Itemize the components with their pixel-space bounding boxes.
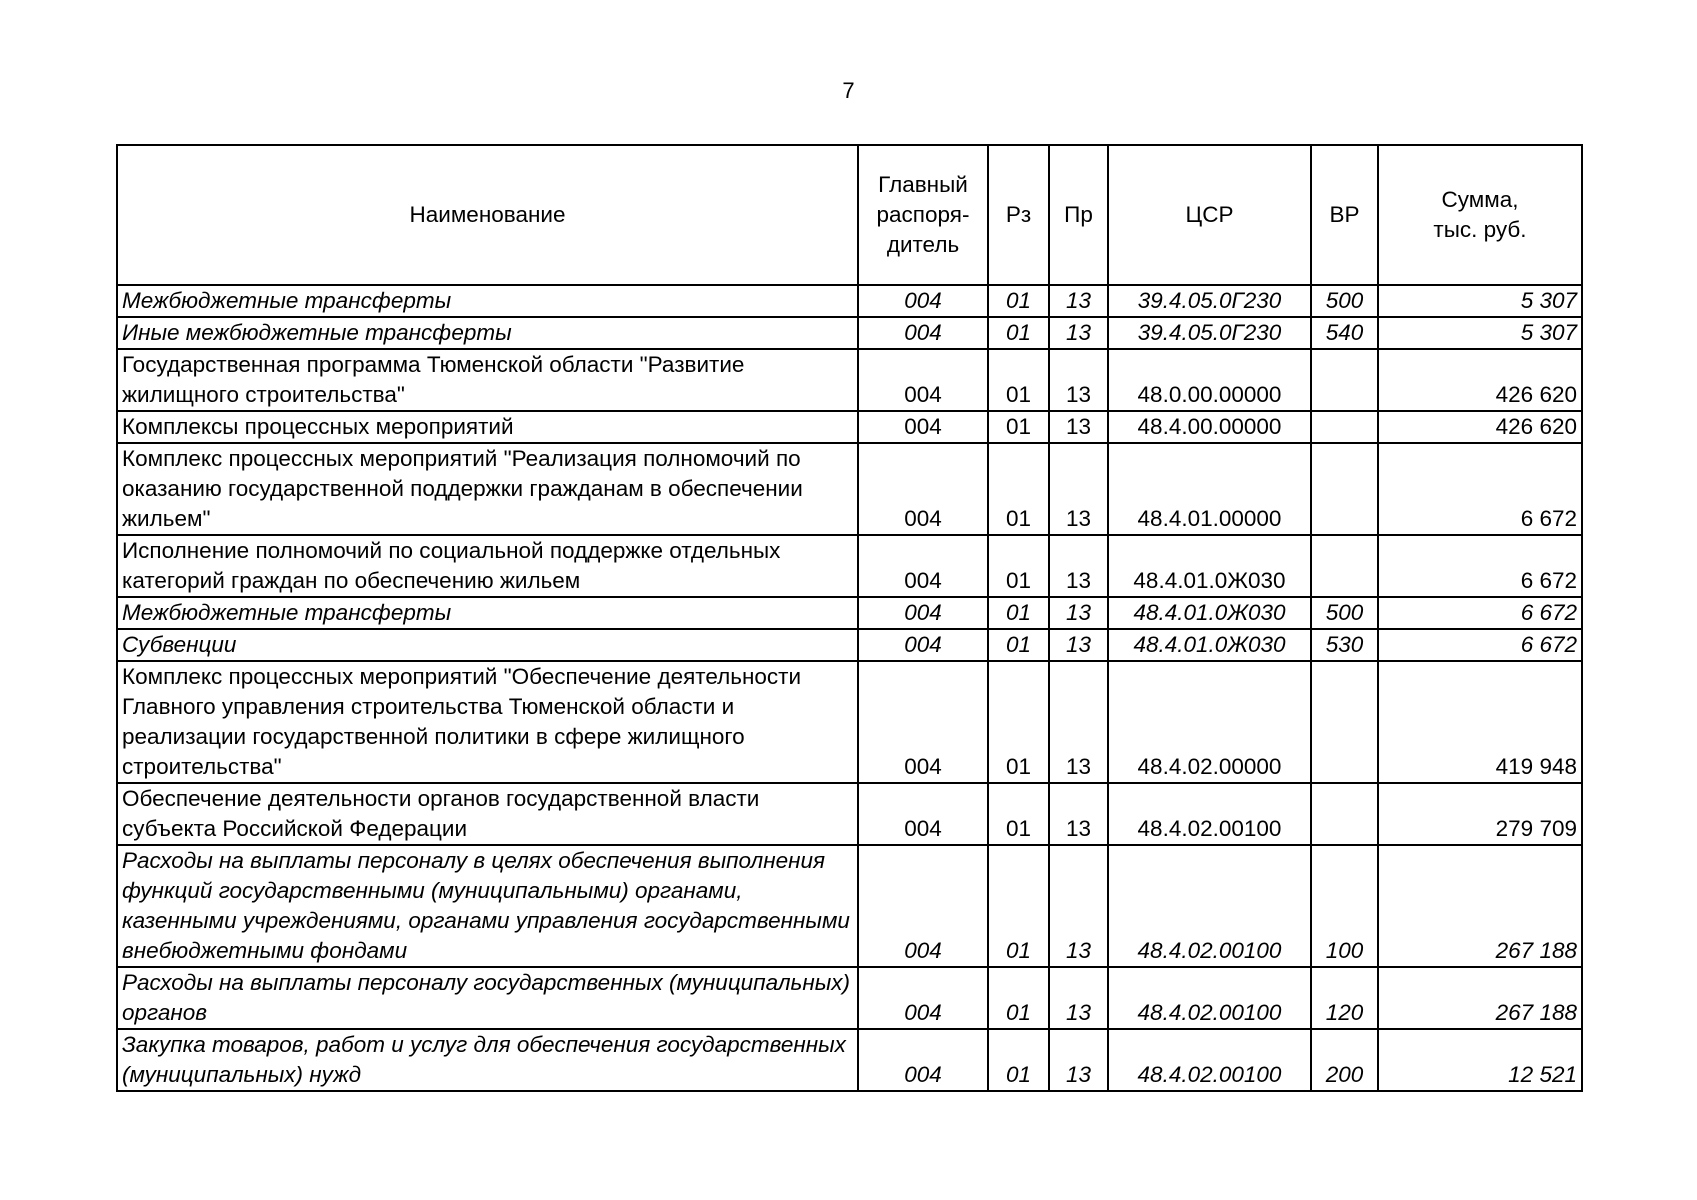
cell-target-article: 48.4.00.00000 <box>1108 411 1311 443</box>
cell-subsection: 13 <box>1049 629 1108 661</box>
cell-subsection: 13 <box>1049 597 1108 629</box>
cell-target-article: 48.4.01.00000 <box>1108 443 1311 535</box>
cell-main-administrator: 004 <box>858 661 988 783</box>
cell-sum: 267 188 <box>1378 845 1582 967</box>
header-target-article: ЦСР <box>1108 145 1311 285</box>
cell-expense-type: 500 <box>1311 285 1378 317</box>
cell-subsection: 13 <box>1049 1029 1108 1091</box>
cell-subsection: 13 <box>1049 783 1108 845</box>
cell-sum: 12 521 <box>1378 1029 1582 1091</box>
cell-target-article: 48.4.01.0Ж030 <box>1108 629 1311 661</box>
header-main-administrator: Главный распоря- дитель <box>858 145 988 285</box>
cell-expense-type: 120 <box>1311 967 1378 1029</box>
cell-target-article: 48.4.01.0Ж030 <box>1108 597 1311 629</box>
cell-subsection: 13 <box>1049 317 1108 349</box>
header-expense-type: ВР <box>1311 145 1378 285</box>
table-row <box>117 661 1582 783</box>
cell-name: Государственная программа Тюменской области "Развитие жилищного строительства" <box>117 349 858 411</box>
table-row <box>117 285 1582 317</box>
cell-section: 01 <box>988 535 1049 597</box>
cell-name: Закупка товаров, работ и услуг для обеспечения государственных (муниципальных) нужд <box>117 1029 858 1091</box>
cell-expense-type: 540 <box>1311 317 1378 349</box>
cell-section: 01 <box>988 629 1049 661</box>
cell-name: Субвенции <box>117 629 858 661</box>
table-row <box>117 1029 1582 1091</box>
cell-subsection: 13 <box>1049 661 1108 783</box>
cell-target-article: 48.0.00.00000 <box>1108 349 1311 411</box>
table-row <box>117 967 1582 1029</box>
cell-sum: 279 709 <box>1378 783 1582 845</box>
cell-section: 01 <box>988 1029 1049 1091</box>
page-number: 7 <box>842 78 855 103</box>
cell-main-administrator: 004 <box>858 443 988 535</box>
cell-name: Расходы на выплаты персоналу в целях обеспечения выполнения функций государственными (муниципальными) органами, казенными учреждениями, органами управления государственными внебюджетными фондами <box>117 845 858 967</box>
cell-name: Комплекс процессных мероприятий "Реализация полномочий по оказанию государственной поддержки гражданам в обеспечении жильем" <box>117 443 858 535</box>
table-row <box>117 597 1582 629</box>
cell-name: Межбюджетные трансферты <box>117 285 858 317</box>
cell-main-administrator: 004 <box>858 629 988 661</box>
cell-name: Межбюджетные трансферты <box>117 597 858 629</box>
cell-section: 01 <box>988 411 1049 443</box>
cell-sum: 426 620 <box>1378 411 1582 443</box>
cell-main-administrator: 004 <box>858 1029 988 1091</box>
cell-sum: 5 307 <box>1378 317 1582 349</box>
cell-sum: 426 620 <box>1378 349 1582 411</box>
cell-sum: 419 948 <box>1378 661 1582 783</box>
cell-sum: 6 672 <box>1378 443 1582 535</box>
cell-sum: 6 672 <box>1378 535 1582 597</box>
cell-subsection: 13 <box>1049 285 1108 317</box>
cell-subsection: 13 <box>1049 535 1108 597</box>
cell-main-administrator: 004 <box>858 411 988 443</box>
cell-expense-type <box>1311 411 1378 443</box>
cell-name: Расходы на выплаты персоналу государственных (муниципальных) органов <box>117 967 858 1029</box>
cell-target-article: 48.4.02.00100 <box>1108 783 1311 845</box>
cell-subsection: 13 <box>1049 411 1108 443</box>
cell-expense-type: 500 <box>1311 597 1378 629</box>
table-row <box>117 629 1582 661</box>
cell-expense-type <box>1311 661 1378 783</box>
cell-target-article: 48.4.02.00100 <box>1108 967 1311 1029</box>
cell-target-article: 48.4.01.0Ж030 <box>1108 535 1311 597</box>
cell-sum: 6 672 <box>1378 597 1582 629</box>
cell-section: 01 <box>988 349 1049 411</box>
cell-sum: 5 307 <box>1378 285 1582 317</box>
cell-section: 01 <box>988 661 1049 783</box>
cell-main-administrator: 004 <box>858 317 988 349</box>
cell-main-administrator: 004 <box>858 285 988 317</box>
cell-section: 01 <box>988 317 1049 349</box>
cell-expense-type: 530 <box>1311 629 1378 661</box>
cell-section: 01 <box>988 285 1049 317</box>
table-header-row <box>117 145 1582 285</box>
cell-section: 01 <box>988 597 1049 629</box>
table-row <box>117 349 1582 411</box>
cell-target-article: 48.4.02.00100 <box>1108 1029 1311 1091</box>
cell-main-administrator: 004 <box>858 597 988 629</box>
table-row <box>117 443 1582 535</box>
cell-section: 01 <box>988 967 1049 1029</box>
cell-main-administrator: 004 <box>858 535 988 597</box>
cell-section: 01 <box>988 443 1049 535</box>
cell-expense-type <box>1311 443 1378 535</box>
table-row <box>117 845 1582 967</box>
cell-name: Комплекс процессных мероприятий "Обеспечение деятельности Главного управления строительства Тюменской области и реализации государственной политики в сфере жилищного строительства" <box>117 661 858 783</box>
cell-subsection: 13 <box>1049 443 1108 535</box>
cell-expense-type <box>1311 783 1378 845</box>
cell-expense-type <box>1311 349 1378 411</box>
cell-subsection: 13 <box>1049 349 1108 411</box>
cell-target-article: 39.4.05.0Г230 <box>1108 285 1311 317</box>
cell-subsection: 13 <box>1049 967 1108 1029</box>
cell-name: Комплексы процессных мероприятий <box>117 411 858 443</box>
cell-target-article: 48.4.02.00100 <box>1108 845 1311 967</box>
header-sum: Сумма, тыс. руб. <box>1378 145 1582 285</box>
cell-subsection: 13 <box>1049 845 1108 967</box>
cell-target-article: 48.4.02.00000 <box>1108 661 1311 783</box>
cell-sum: 6 672 <box>1378 629 1582 661</box>
header-name: Наименование <box>117 145 858 285</box>
table-body <box>117 285 1582 1091</box>
cell-main-administrator: 004 <box>858 845 988 967</box>
table-row <box>117 411 1582 443</box>
header-subsection: Пр <box>1049 145 1108 285</box>
cell-expense-type <box>1311 535 1378 597</box>
budget-table <box>116 144 1583 1092</box>
cell-expense-type: 100 <box>1311 845 1378 967</box>
table-row <box>117 535 1582 597</box>
cell-sum: 267 188 <box>1378 967 1582 1029</box>
cell-name: Обеспечение деятельности органов государственной власти субъекта Российской Федерации <box>117 783 858 845</box>
cell-name: Исполнение полномочий по социальной поддержке отдельных категорий граждан по обеспечению жильем <box>117 535 858 597</box>
cell-expense-type: 200 <box>1311 1029 1378 1091</box>
cell-section: 01 <box>988 845 1049 967</box>
cell-section: 01 <box>988 783 1049 845</box>
cell-main-administrator: 004 <box>858 349 988 411</box>
cell-main-administrator: 004 <box>858 783 988 845</box>
table-row <box>117 783 1582 845</box>
cell-target-article: 39.4.05.0Г230 <box>1108 317 1311 349</box>
cell-main-administrator: 004 <box>858 967 988 1029</box>
table-row <box>117 317 1582 349</box>
cell-name: Иные межбюджетные трансферты <box>117 317 858 349</box>
header-section: Рз <box>988 145 1049 285</box>
